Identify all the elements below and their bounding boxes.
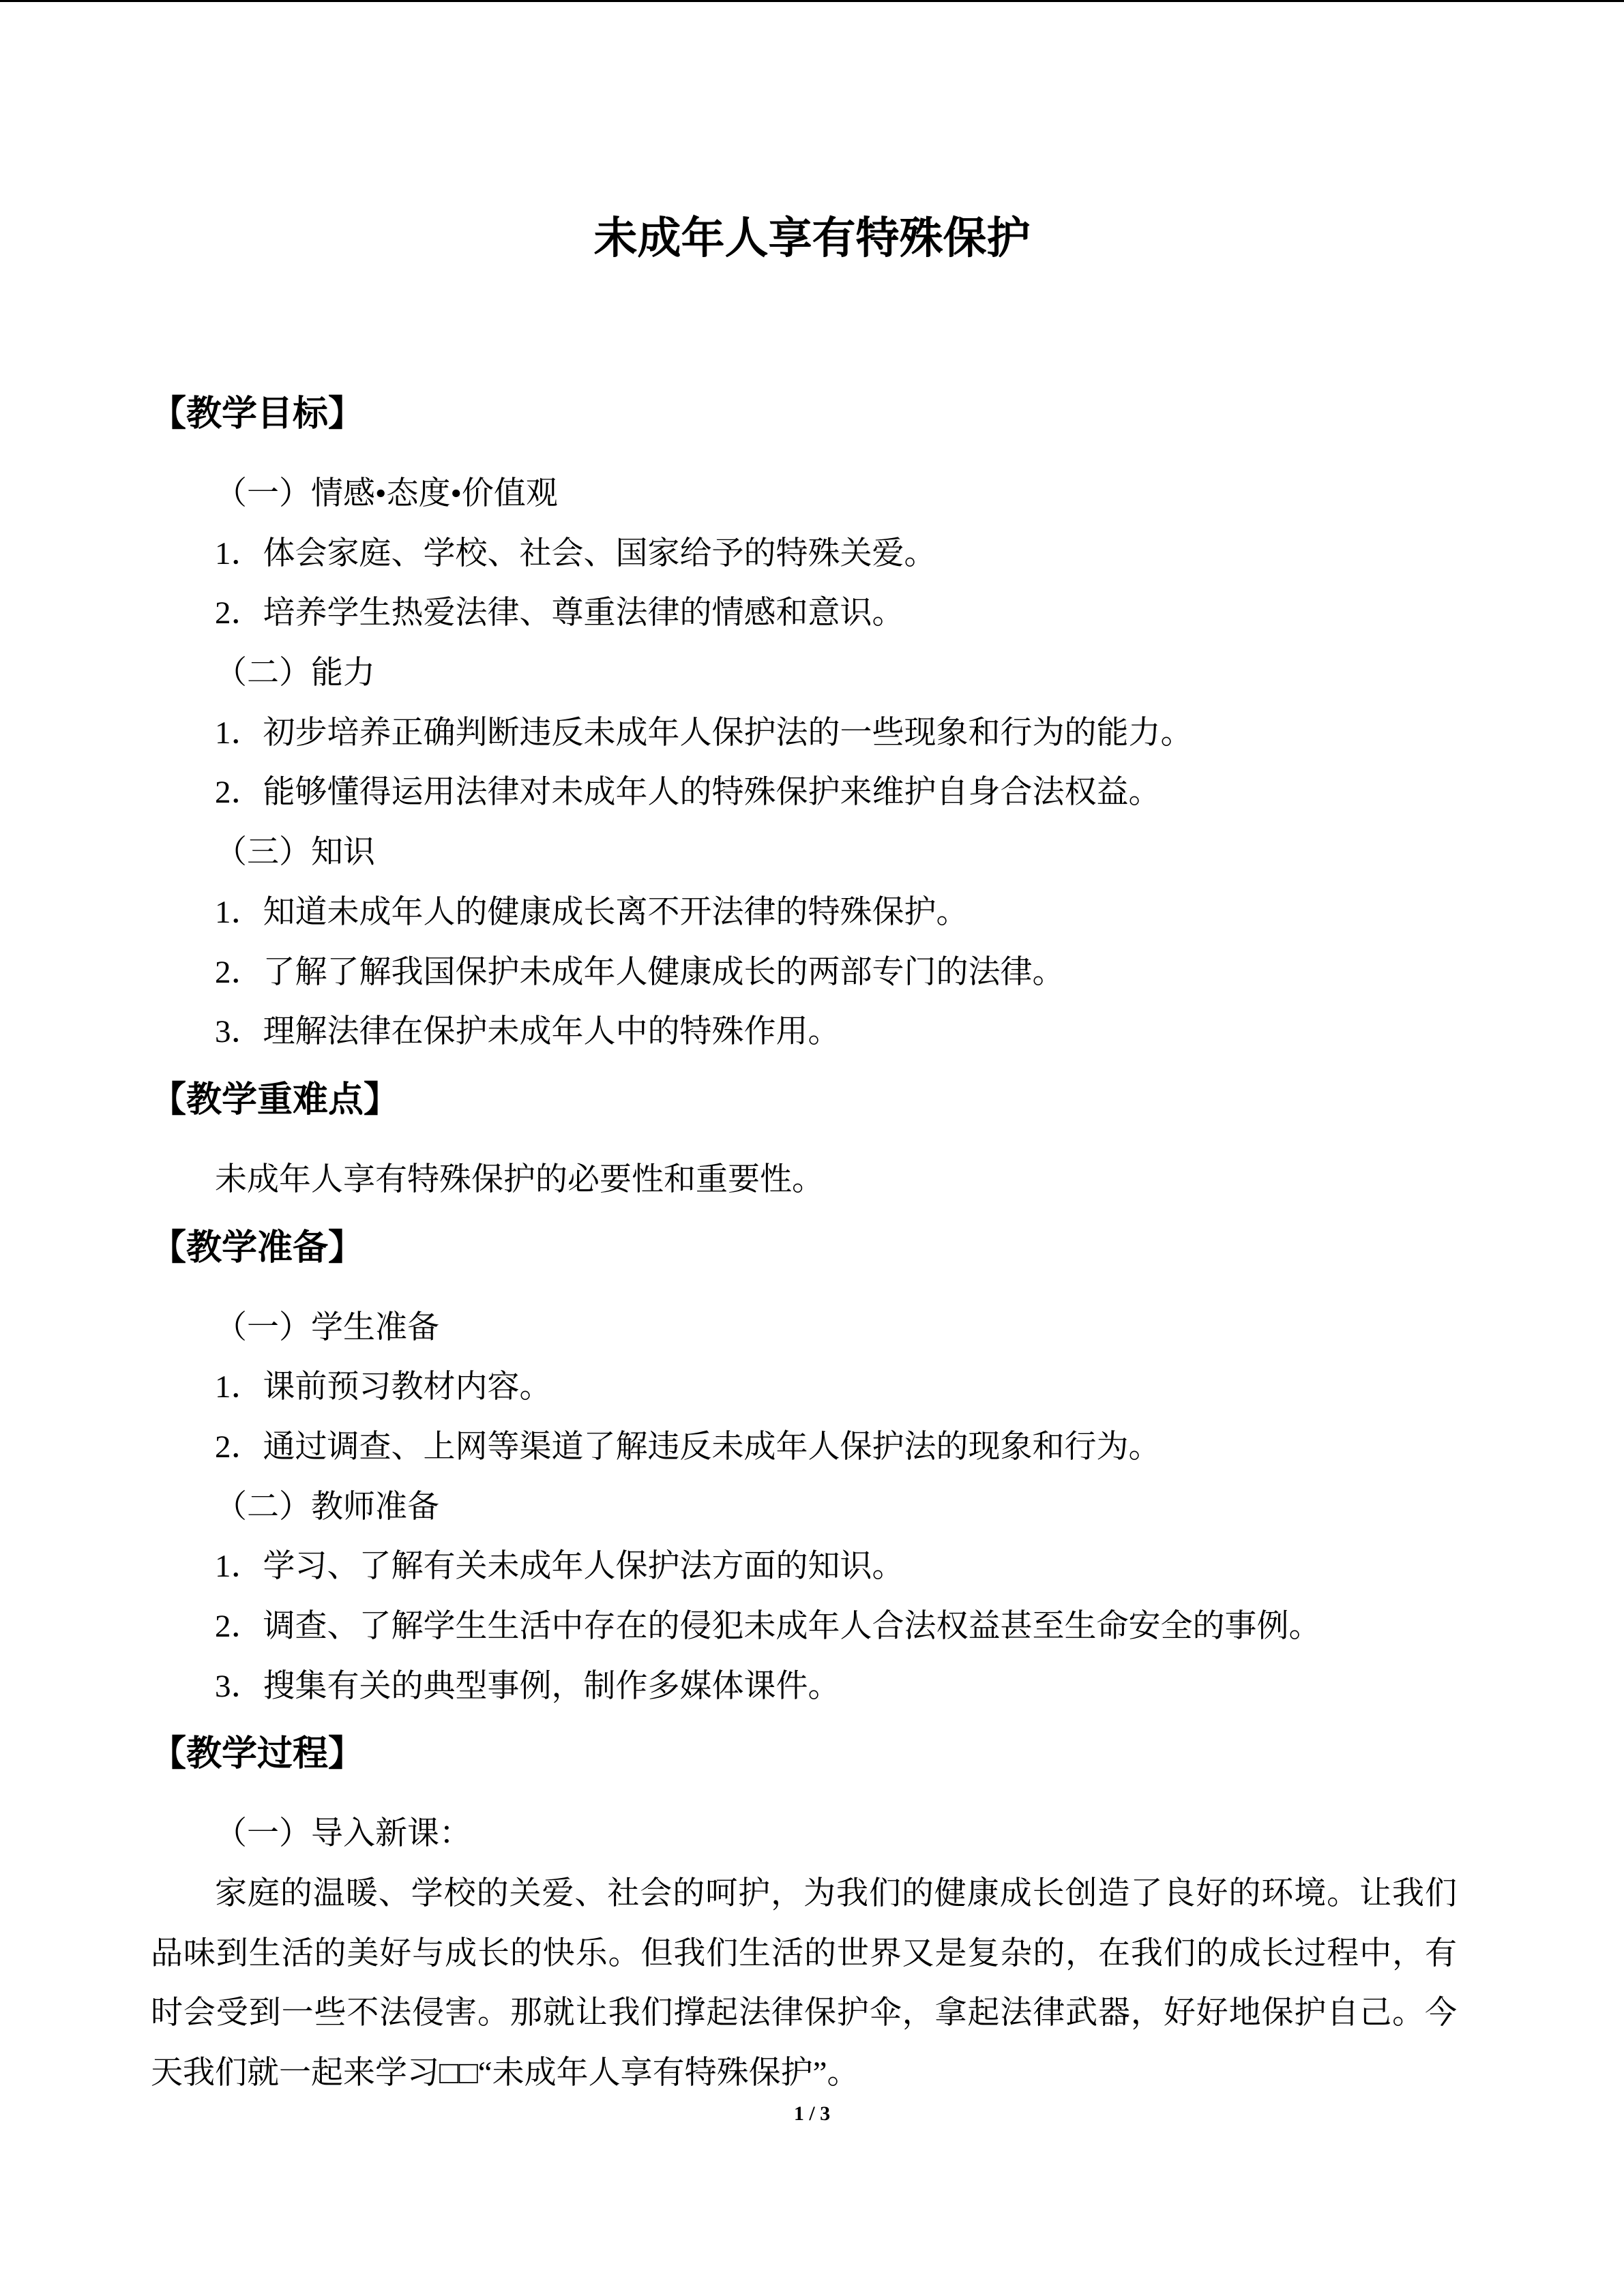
- subsection-heading: （一）导入新课：: [215, 1816, 471, 1852]
- document-content: [151, 376, 1457, 2104]
- section-heading-teaching-objectives: 【教学目标】: [151, 393, 364, 434]
- section-teaching-preparation: [151, 1210, 1457, 1717]
- list-item: 2．了解了解我国保护未成年人健康成长的两部专门的法律。: [215, 954, 1065, 990]
- list-item: 1．课前预习教材内容。: [215, 1369, 552, 1405]
- list-item: 2．调查、了解学生生活中存在的侵犯未成年人合法权益甚至生命安全的事例。: [215, 1609, 1321, 1644]
- list-item: 1．体会家庭、学校、社会、国家给予的特殊关爱。: [215, 535, 936, 571]
- subsection-heading: （二）教师准备: [215, 1489, 439, 1525]
- paragraph-line: 品味到生活的美好与成长的快乐。但我们生活的世界又是复杂的，在我们的成长过程中，有: [151, 1935, 1457, 1971]
- list-item: 2．通过调查、上网等渠道了解违反未成年人保护法的现象和行为。: [215, 1429, 1161, 1465]
- list-item: 1．初步培养正确判断违反未成年人保护法的一些现象和行为的能力。: [215, 715, 1193, 751]
- page-number: 1 / 3: [793, 2102, 831, 2125]
- top-rule: [0, 0, 1624, 2]
- list-item: 2．培养学生热爱法律、尊重法律的情感和意识。: [215, 595, 904, 631]
- body-text: 未成年人享有特殊保护的必要性和重要性。: [215, 1161, 824, 1197]
- paragraph-line: 时会受到一些不法侵害。那就让我们撑起法律保护伞，拿起法律武器，好好地保护自己。今: [151, 1995, 1457, 2031]
- section-key-difficulties: [151, 1062, 1457, 1210]
- list-item: 3．理解法律在保护未成年人中的特殊作用。: [215, 1014, 840, 1050]
- list-item: 2．能够懂得运用法律对未成年人的特殊保护来维护自身合法权益。: [215, 775, 1161, 811]
- paragraph-line: 天我们就一起来学习□□“未成年人享有特殊保护”。: [151, 2055, 859, 2091]
- section-heading-key-difficulties: 【教学重难点】: [151, 1079, 400, 1120]
- list-item: 3．搜集有关的典型事例，制作多媒体课件。: [215, 1668, 840, 1704]
- subsection-heading: （三）知识: [215, 835, 375, 871]
- subsection-heading: （一）情感•态度•价值观: [215, 476, 558, 511]
- intro-paragraph: [151, 1864, 1457, 2104]
- subsection-heading: （一）学生准备: [215, 1309, 439, 1345]
- subsection-heading: （二）能力: [215, 655, 375, 691]
- document-title: 未成年人享有特殊保护: [593, 213, 1031, 264]
- list-item: 1．学习、了解有关未成年人保护法方面的知识。: [215, 1549, 904, 1585]
- section-heading-teaching-process: 【教学过程】: [151, 1733, 364, 1775]
- section-teaching-objectives: [151, 376, 1457, 1062]
- list-item: 1．知道未成年人的健康成长离不开法律的特殊保护。: [215, 894, 969, 930]
- paragraph-line: 家庭的温暖、学校的关爱、社会的呵护，为我们的健康成长创造了良好的环境。让我们: [215, 1876, 1457, 1912]
- section-teaching-process: [151, 1716, 1457, 2103]
- section-heading-teaching-preparation: 【教学准备】: [151, 1227, 364, 1268]
